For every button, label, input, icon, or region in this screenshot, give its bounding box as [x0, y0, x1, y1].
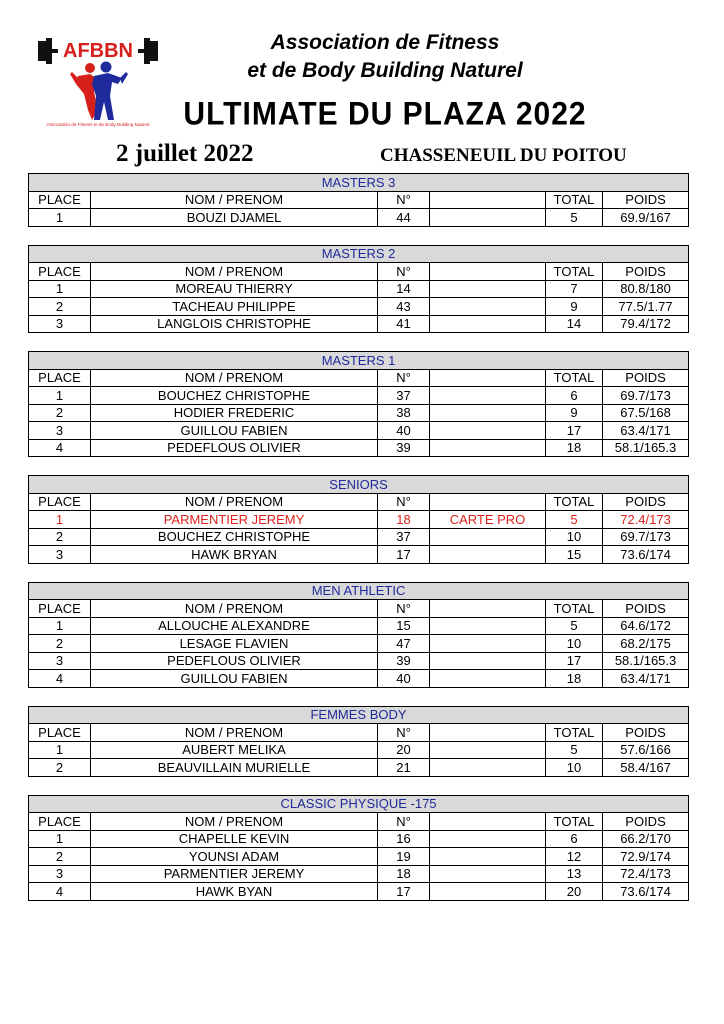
table-row [29, 652, 689, 670]
table-row [29, 759, 689, 777]
category-title: MASTERS 1 [29, 352, 689, 370]
cell-place: 4 [29, 883, 91, 901]
header-place: PLACE [29, 493, 91, 511]
cell-place: 2 [29, 404, 91, 422]
header-name: NOM / PRENOM [91, 369, 378, 387]
column-header-row [29, 493, 689, 511]
cell-total: 9 [546, 404, 603, 422]
table-row [29, 280, 689, 298]
category-title: CLASSIC PHYSIQUE -175 [29, 795, 689, 813]
header-number: N° [378, 493, 430, 511]
category-table [28, 582, 689, 688]
cell-note [430, 759, 546, 777]
category-title-row [29, 582, 689, 600]
cell-total: 13 [546, 865, 603, 883]
cell-number: 37 [378, 387, 430, 405]
cell-note [430, 652, 546, 670]
cell-place: 2 [29, 848, 91, 866]
header-name: NOM / PRENOM [91, 724, 378, 742]
cell-note [430, 422, 546, 440]
cell-note: CARTE PRO [430, 511, 546, 529]
cell-name: BEAUVILLAIN MURIELLE [91, 759, 378, 777]
category-title-row [29, 245, 689, 263]
category-table [28, 706, 689, 777]
header-name: NOM / PRENOM [91, 813, 378, 831]
cell-note [430, 439, 546, 457]
cell-place: 3 [29, 546, 91, 564]
cell-place: 2 [29, 635, 91, 653]
results-tables [28, 173, 688, 919]
cell-number: 21 [378, 759, 430, 777]
cell-place: 3 [29, 865, 91, 883]
header-total: TOTAL [546, 191, 603, 209]
cell-weight: 72.9/174 [603, 848, 689, 866]
table-row [29, 315, 689, 333]
cell-note [430, 315, 546, 333]
cell-name: HAWK BYAN [91, 883, 378, 901]
cell-name: HAWK BRYAN [91, 546, 378, 564]
cell-total: 15 [546, 546, 603, 564]
logo-caption: Association de Fitness et de Body Building Naturel [46, 122, 150, 127]
cell-number: 39 [378, 439, 430, 457]
header-total: TOTAL [546, 493, 603, 511]
header-total: TOTAL [546, 263, 603, 281]
cell-name: PARMENTIER JEREMY [91, 865, 378, 883]
afbbn-logo [34, 32, 162, 128]
table-row [29, 741, 689, 759]
header-number: N° [378, 369, 430, 387]
cell-name: PEDEFLOUS OLIVIER [91, 439, 378, 457]
cell-name: HODIER FREDERIC [91, 404, 378, 422]
cell-weight: 64.6/172 [603, 617, 689, 635]
cell-number: 40 [378, 422, 430, 440]
cell-total: 20 [546, 883, 603, 901]
header-note [430, 493, 546, 511]
cell-name: YOUNSI ADAM [91, 848, 378, 866]
column-header-row [29, 369, 689, 387]
table-row [29, 528, 689, 546]
cell-number: 14 [378, 280, 430, 298]
cell-note [430, 546, 546, 564]
cell-number: 16 [378, 830, 430, 848]
category-table [28, 173, 689, 227]
cell-name: GUILLOU FABIEN [91, 670, 378, 688]
table-row [29, 546, 689, 564]
cell-total: 12 [546, 848, 603, 866]
cell-number: 17 [378, 883, 430, 901]
logo-text: AFBBN [63, 40, 133, 62]
cell-place: 2 [29, 298, 91, 316]
cell-total: 18 [546, 439, 603, 457]
header-number: N° [378, 191, 430, 209]
category-title-row [29, 795, 689, 813]
cell-place: 1 [29, 741, 91, 759]
cell-note [430, 298, 546, 316]
cell-number: 38 [378, 404, 430, 422]
cell-name: BOUZI DJAMEL [91, 209, 378, 227]
cell-total: 17 [546, 422, 603, 440]
cell-weight: 68.2/175 [603, 635, 689, 653]
table-row [29, 848, 689, 866]
header-note [430, 724, 546, 742]
cell-number: 18 [378, 865, 430, 883]
cell-number: 18 [378, 511, 430, 529]
cell-place: 1 [29, 387, 91, 405]
header-note [430, 813, 546, 831]
table-row [29, 439, 689, 457]
cell-weight: 69.7/173 [603, 387, 689, 405]
table-row [29, 404, 689, 422]
cell-place: 2 [29, 528, 91, 546]
cell-number: 20 [378, 741, 430, 759]
table-row [29, 209, 689, 227]
cell-note [430, 404, 546, 422]
header-weight: POIDS [603, 263, 689, 281]
cell-number: 40 [378, 670, 430, 688]
header-weight: POIDS [603, 600, 689, 618]
category-table [28, 351, 689, 457]
category-title: MASTERS 2 [29, 245, 689, 263]
header-place: PLACE [29, 369, 91, 387]
cell-weight: 72.4/173 [603, 511, 689, 529]
cell-place: 4 [29, 670, 91, 688]
cell-note [430, 670, 546, 688]
cell-weight: 58.1/165.3 [603, 652, 689, 670]
cell-name: LESAGE FLAVIEN [91, 635, 378, 653]
cell-place: 3 [29, 422, 91, 440]
column-header-row [29, 600, 689, 618]
header-number: N° [378, 263, 430, 281]
event-date: 2 juillet 2022 [116, 140, 254, 167]
cell-weight: 73.6/174 [603, 546, 689, 564]
header-weight: POIDS [603, 724, 689, 742]
cell-number: 44 [378, 209, 430, 227]
cell-number: 17 [378, 546, 430, 564]
cell-weight: 66.2/170 [603, 830, 689, 848]
cell-total: 10 [546, 635, 603, 653]
cell-place: 4 [29, 439, 91, 457]
cell-total: 10 [546, 759, 603, 777]
header-note [430, 263, 546, 281]
cell-weight: 80.8/180 [603, 280, 689, 298]
cell-note [430, 209, 546, 227]
cell-number: 19 [378, 848, 430, 866]
category-title-row [29, 706, 689, 724]
cell-weight: 57.6/166 [603, 741, 689, 759]
cell-total: 5 [546, 617, 603, 635]
table-row [29, 422, 689, 440]
table-row [29, 883, 689, 901]
column-header-row [29, 724, 689, 742]
table-row [29, 387, 689, 405]
cell-number: 15 [378, 617, 430, 635]
cell-total: 10 [546, 528, 603, 546]
cell-note [430, 528, 546, 546]
header-total: TOTAL [546, 724, 603, 742]
category-title-row [29, 174, 689, 192]
cell-place: 3 [29, 652, 91, 670]
header-place: PLACE [29, 813, 91, 831]
header-name: NOM / PRENOM [91, 493, 378, 511]
cell-note [430, 848, 546, 866]
cell-name: BOUCHEZ CHRISTOPHE [91, 387, 378, 405]
cell-weight: 77.5/1.77 [603, 298, 689, 316]
cell-total: 6 [546, 387, 603, 405]
cell-total: 14 [546, 315, 603, 333]
cell-total: 7 [546, 280, 603, 298]
cell-total: 17 [546, 652, 603, 670]
cell-note [430, 865, 546, 883]
header-note [430, 191, 546, 209]
category-title: FEMMES BODY [29, 706, 689, 724]
organization-name-line2: et de Body Building Naturel [247, 59, 523, 82]
table-row [29, 298, 689, 316]
category-title-row [29, 476, 689, 494]
table-row [29, 511, 689, 529]
cell-number: 39 [378, 652, 430, 670]
category-table [28, 795, 689, 901]
cell-name: MOREAU THIERRY [91, 280, 378, 298]
category-title-row [29, 352, 689, 370]
cell-weight: 63.4/171 [603, 422, 689, 440]
header-total: TOTAL [546, 600, 603, 618]
cell-note [430, 830, 546, 848]
table-row [29, 670, 689, 688]
cell-weight: 73.6/174 [603, 883, 689, 901]
header-place: PLACE [29, 191, 91, 209]
header-weight: POIDS [603, 369, 689, 387]
cell-name: GUILLOU FABIEN [91, 422, 378, 440]
cell-place: 3 [29, 315, 91, 333]
table-row [29, 635, 689, 653]
cell-weight: 58.4/167 [603, 759, 689, 777]
cell-name: ALLOUCHE ALEXANDRE [91, 617, 378, 635]
header-number: N° [378, 813, 430, 831]
column-header-row [29, 813, 689, 831]
category-title: MASTERS 3 [29, 174, 689, 192]
cell-note [430, 617, 546, 635]
cell-total: 5 [546, 741, 603, 759]
cell-name: CHAPELLE KEVIN [91, 830, 378, 848]
event-location: CHASSENEUIL DU POITOU [380, 145, 627, 166]
cell-number: 47 [378, 635, 430, 653]
organization-name-line1: Association de Fitness [270, 31, 500, 54]
cell-total: 5 [546, 511, 603, 529]
header-name: NOM / PRENOM [91, 263, 378, 281]
category-title: SENIORS [29, 476, 689, 494]
category-table [28, 245, 689, 334]
cell-weight: 63.4/171 [603, 670, 689, 688]
cell-weight: 67.5/168 [603, 404, 689, 422]
header-weight: POIDS [603, 191, 689, 209]
cell-name: AUBERT MELIKA [91, 741, 378, 759]
header-number: N° [378, 724, 430, 742]
cell-weight: 58.1/165.3 [603, 439, 689, 457]
cell-note [430, 883, 546, 901]
cell-place: 1 [29, 830, 91, 848]
cell-total: 6 [546, 830, 603, 848]
cell-weight: 79.4/172 [603, 315, 689, 333]
category-title: MEN ATHLETIC [29, 582, 689, 600]
cell-note [430, 741, 546, 759]
cell-number: 37 [378, 528, 430, 546]
column-header-row [29, 263, 689, 281]
cell-name: PARMENTIER JEREMY [91, 511, 378, 529]
cell-note [430, 387, 546, 405]
header-weight: POIDS [603, 813, 689, 831]
header-weight: POIDS [603, 493, 689, 511]
cell-number: 41 [378, 315, 430, 333]
table-row [29, 617, 689, 635]
cell-name: PEDEFLOUS OLIVIER [91, 652, 378, 670]
cell-weight: 69.9/167 [603, 209, 689, 227]
cell-total: 9 [546, 298, 603, 316]
cell-total: 18 [546, 670, 603, 688]
cell-place: 1 [29, 280, 91, 298]
header-total: TOTAL [546, 369, 603, 387]
cell-name: BOUCHEZ CHRISTOPHE [91, 528, 378, 546]
header-number: N° [378, 600, 430, 618]
cell-name: LANGLOIS CHRISTOPHE [91, 315, 378, 333]
cell-place: 1 [29, 511, 91, 529]
column-header-row [29, 191, 689, 209]
header-name: NOM / PRENOM [91, 600, 378, 618]
header-name: NOM / PRENOM [91, 191, 378, 209]
cell-weight: 69.7/173 [603, 528, 689, 546]
header-place: PLACE [29, 724, 91, 742]
cell-number: 43 [378, 298, 430, 316]
header-total: TOTAL [546, 813, 603, 831]
category-table [28, 475, 689, 564]
cell-note [430, 280, 546, 298]
table-row [29, 830, 689, 848]
cell-name: TACHEAU PHILIPPE [91, 298, 378, 316]
cell-place: 1 [29, 209, 91, 227]
header-note [430, 369, 546, 387]
table-row [29, 865, 689, 883]
cell-note [430, 635, 546, 653]
header-note [430, 600, 546, 618]
event-title: ULTIMATE DU PLAZA 2022 [183, 96, 587, 133]
header-place: PLACE [29, 263, 91, 281]
cell-weight: 72.4/173 [603, 865, 689, 883]
cell-place: 1 [29, 617, 91, 635]
header-place: PLACE [29, 600, 91, 618]
cell-place: 2 [29, 759, 91, 777]
cell-total: 5 [546, 209, 603, 227]
